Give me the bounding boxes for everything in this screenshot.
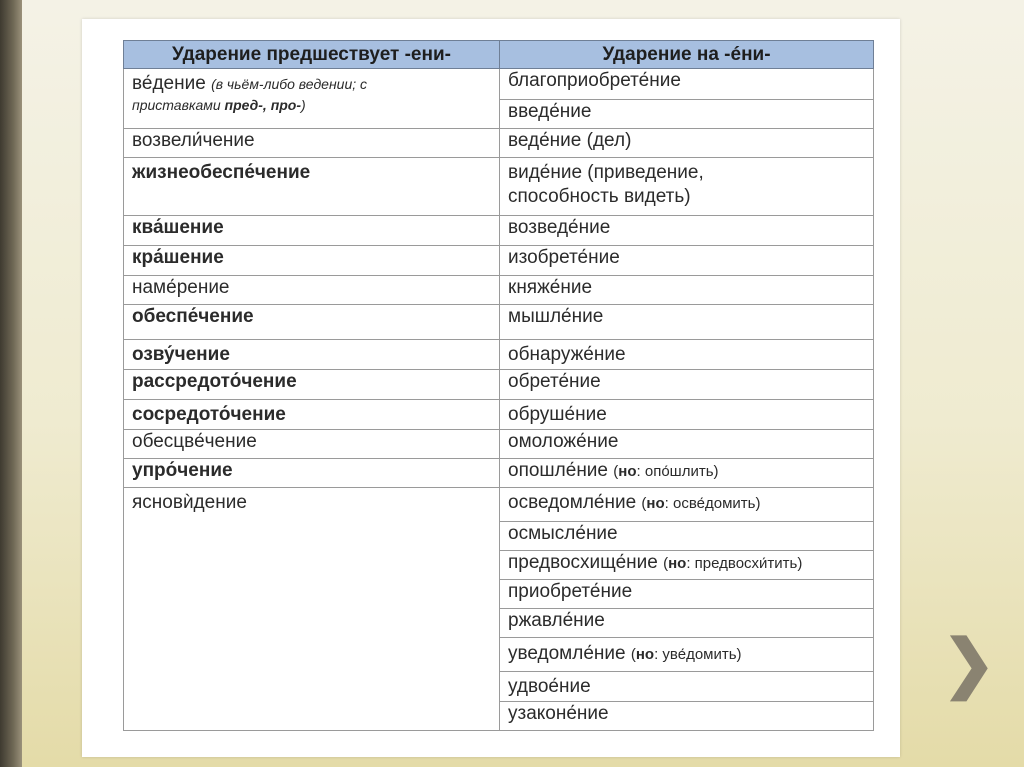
right-cell: приобрете́ние bbox=[500, 580, 874, 609]
right-cell: обрете́ние bbox=[500, 370, 874, 400]
table-row bbox=[124, 430, 874, 459]
table-row bbox=[124, 69, 874, 100]
left-cell: озву́чение bbox=[124, 340, 500, 370]
right-cell: узаконе́ние bbox=[500, 702, 874, 731]
word-left: ве́дение bbox=[132, 73, 206, 94]
right-cell: уведомле́ние (но: уве́домить) bbox=[500, 638, 874, 672]
left-cell: ясновѝдение bbox=[124, 488, 500, 731]
right-cell: обруше́ние bbox=[500, 400, 874, 430]
right-note: (но: предвосхи́тить) bbox=[663, 555, 803, 572]
left-cell: обеспе́чение bbox=[124, 305, 500, 340]
right-cell: ржавле́ние bbox=[500, 609, 874, 638]
left-decorative-bar bbox=[0, 0, 22, 767]
right-cell: виде́ние (приведение, способность видеть) bbox=[500, 158, 874, 216]
right-cell: обнаруже́ние bbox=[500, 340, 874, 370]
table-row bbox=[124, 305, 874, 340]
left-cell: упро́чение bbox=[124, 459, 500, 488]
table-row bbox=[124, 129, 874, 158]
word-note: (в чьём-либо ведении; с bbox=[211, 76, 368, 92]
column-header-right: Ударение на -éни- bbox=[500, 41, 874, 69]
right-cell: изобрете́ние bbox=[500, 246, 874, 276]
table-row bbox=[124, 459, 874, 488]
right-cell: мышле́ние bbox=[500, 305, 874, 340]
left-cell: возвели́чение bbox=[124, 129, 500, 158]
right-cell: веде́ние (дел) bbox=[500, 129, 874, 158]
left-cell: наме́рение bbox=[124, 276, 500, 305]
table-row bbox=[124, 488, 874, 522]
left-cell bbox=[124, 69, 500, 129]
next-slide-arrow-icon[interactable]: ❯ bbox=[942, 627, 996, 699]
table-row bbox=[124, 246, 874, 276]
accent-table bbox=[123, 40, 874, 731]
right-cell: введе́ние bbox=[500, 100, 874, 129]
table-row bbox=[124, 370, 874, 400]
right-note: (но: осве́домить) bbox=[641, 495, 761, 512]
table-row bbox=[124, 340, 874, 370]
table-row bbox=[124, 276, 874, 305]
left-cell: обесцве́чение bbox=[124, 430, 500, 459]
right-note: (дел) bbox=[586, 130, 632, 151]
right-cell: омоложе́ние bbox=[500, 430, 874, 459]
table-row bbox=[124, 216, 874, 246]
left-cell: ква́шение bbox=[124, 216, 500, 246]
right-cell: возведе́ние bbox=[500, 216, 874, 246]
right-cell: удвое́ние bbox=[500, 672, 874, 702]
column-header-left: Ударение предшествует -ени- bbox=[124, 41, 500, 69]
left-cell: жизнеобеспе́чение bbox=[124, 158, 500, 216]
word-note-line2: приставками пред-, про-) bbox=[132, 97, 306, 113]
right-cell: благоприобрете́ние bbox=[500, 69, 874, 100]
left-cell: сосредото́чение bbox=[124, 400, 500, 430]
table-row bbox=[124, 158, 874, 216]
right-cell: предвосхище́ние (но: предвосхи́тить) bbox=[500, 551, 874, 580]
right-note: (но: опо́шлить) bbox=[613, 463, 719, 480]
right-cell: осмысле́ние bbox=[500, 522, 874, 551]
left-cell: рассредото́чение bbox=[124, 370, 500, 400]
right-cell: опошле́ние (но: опо́шлить) bbox=[500, 459, 874, 488]
table-header-row bbox=[124, 41, 874, 69]
table-row bbox=[124, 400, 874, 430]
right-cell: княже́ние bbox=[500, 276, 874, 305]
left-cell: кра́шение bbox=[124, 246, 500, 276]
right-note: (но: уве́домить) bbox=[630, 646, 742, 663]
right-cell: осведомле́ние (но: осве́домить) bbox=[500, 488, 874, 522]
